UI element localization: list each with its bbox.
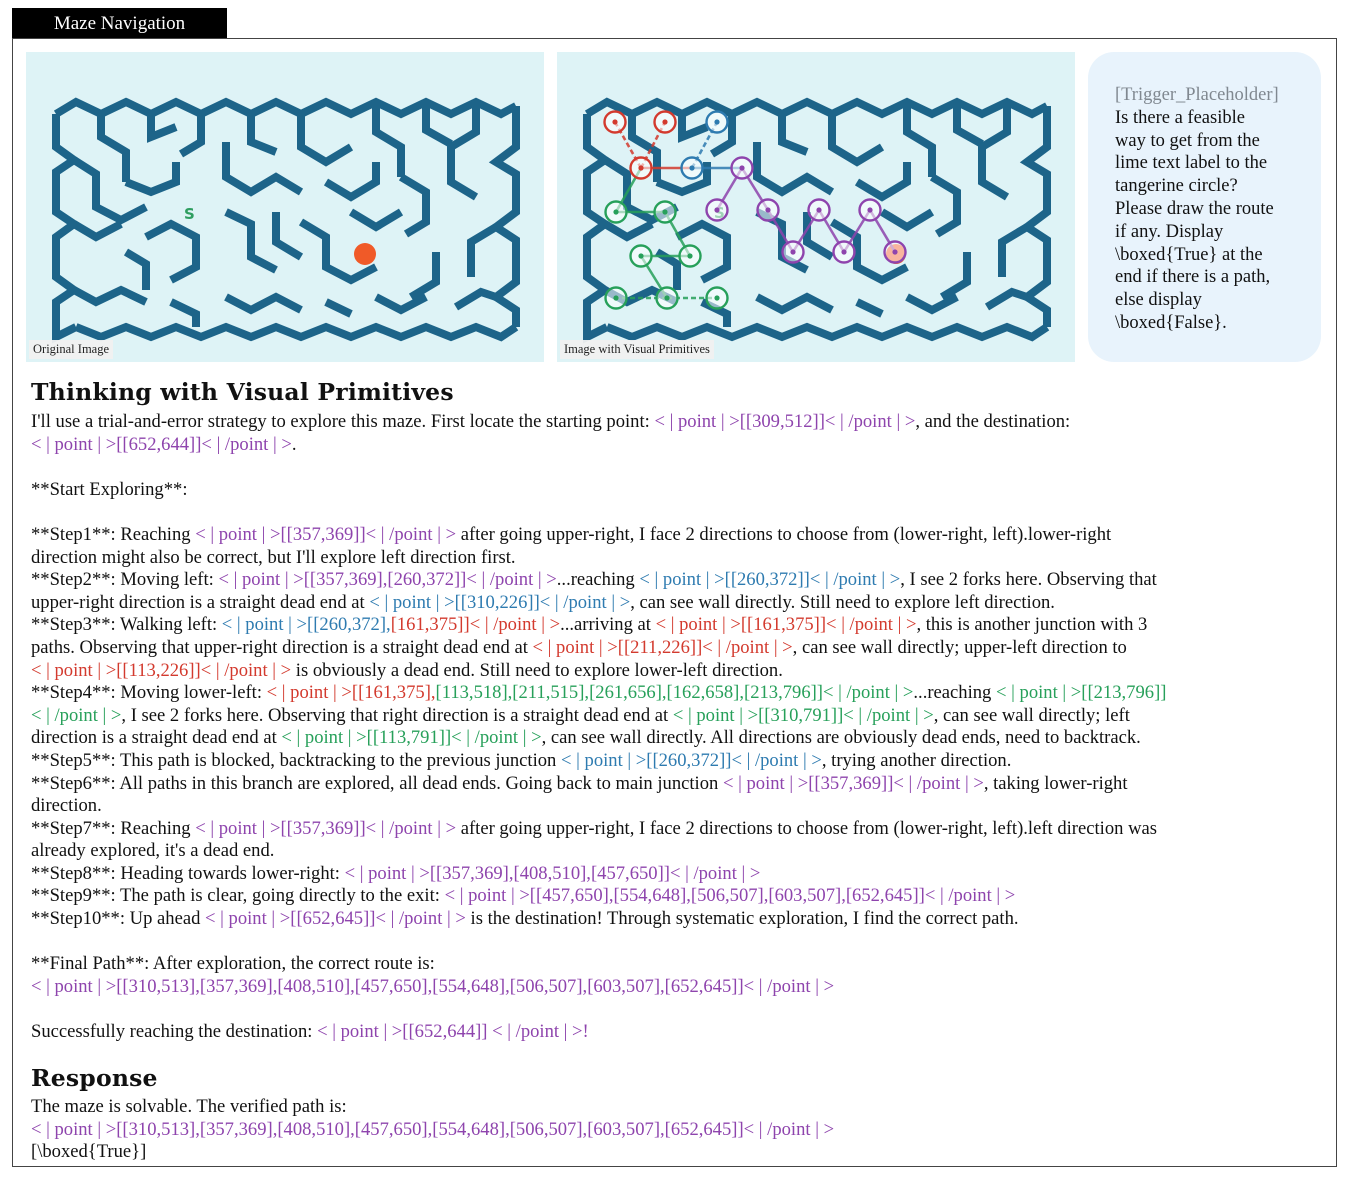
maze-wall [56, 102, 516, 114]
question-line: Please draw the route [1115, 198, 1274, 219]
step7-line: **Step7**: Reaching < | point | >[[357,369]]< | /point | > after going upper-right, I face 2 directions to choose from (lower-right, left).left direction was [31, 817, 1157, 839]
point-tag: < | point | >[[260,372]]< | /point | > [561, 749, 822, 771]
step6-line: **Step6**: All paths in this branch are explored, all dead ends. Going back to main junction < | point | >[[357,369]]< | /point | >, taking lower-right [31, 772, 1128, 794]
point-tag: < | point | >[[652,645]]< | /point | > [205, 908, 466, 930]
point-tag: < | point | >[[161,375], [266, 682, 436, 704]
thinking-body [31, 411, 1321, 1044]
point-tag: < | point | >[[211,226]]< | /point | > [532, 636, 793, 658]
maze-wall [74, 290, 146, 302]
question-line: lime text label to the [1115, 153, 1268, 174]
step5-line: **Step5**: This path is blocked, backtracking to the previous junction < | point | >[[260,372]]< | /point | >, trying another direction. [31, 749, 1012, 771]
maze-wall [587, 102, 1047, 114]
maze-wall [1002, 227, 1027, 277]
point-tag: < | point | >[[213,796]] [996, 682, 1167, 704]
maze-wall [605, 224, 652, 237]
question-line: Is there a feasible [1115, 107, 1245, 128]
question-line: way to get from the [1115, 130, 1260, 151]
primitives-image-caption: Image with Visual Primitives [560, 340, 714, 359]
response-heading: Response [31, 1064, 158, 1092]
point-tag: [161,375]]< | /point | > [390, 614, 561, 636]
maze-with-primitives [557, 52, 1075, 362]
maze-wall [882, 212, 932, 227]
point-tag: < | point | >[[457,650],[554,648],[506,507],[603,507],[652,645]]< | /point | > [444, 885, 1016, 907]
question-line: end if there is a path, [1115, 267, 1271, 288]
route-point-dot [816, 207, 821, 212]
step6-line-2: direction. [31, 795, 102, 817]
maze-wall [682, 114, 707, 137]
response-path-tag: < | point | >[[310,513],[357,369],[408,510],[457,650],[554,648],[506,507],[603,507],[652,645]]< | /point | > [31, 1118, 835, 1140]
route-point-dot [612, 119, 617, 124]
route-point-dot [662, 209, 667, 214]
route-point-dot [689, 165, 694, 170]
maze-walls [56, 102, 516, 337]
point-tag: < | point | >[[357,369]]< | /point | > [722, 772, 984, 794]
intro-line-2: < | point | >[[652,644]]< | /point | >. [31, 433, 297, 455]
point-tag: < | point | >[[357,369],[260,372]]< | /point | > [218, 569, 557, 591]
route-point-dot [662, 119, 667, 124]
point-tag: < | point | >[[310,791]]< | /point | > [672, 704, 934, 726]
step8-line: **Step8**: Heading towards lower-right: < | point | >[[357,369],[408,510],[457,650]]< | /point | > [31, 862, 761, 884]
route-nodes [605, 112, 906, 309]
point-tag: [113,518],[211,515],[261,656],[162,658],[213,796]]< | /point | > [435, 682, 914, 704]
maze-wall [226, 212, 276, 270]
maze-wall [942, 252, 967, 297]
question-line: if any. Display [1115, 221, 1224, 242]
maze-wall [471, 227, 496, 277]
maze-wall [1027, 106, 1047, 327]
maze-wall [411, 252, 436, 297]
point-tag: < | /point | > [31, 704, 122, 726]
maze-wall [74, 160, 146, 220]
route-point-dot [714, 295, 719, 300]
route-point-dot [867, 207, 872, 212]
maze-wall [587, 114, 607, 337]
question-bubble [1088, 52, 1321, 362]
point-tag: < | point | >[[357,369]]< | /point | > [195, 817, 457, 839]
point-tag: < | point | >[[357,369],[408,510],[457,650]]< | /point | > [344, 862, 761, 884]
point-tag: < | point | >[[161,375]]< | /point | > [655, 614, 917, 636]
route-point-dot [714, 207, 719, 212]
question-line: \boxed{False}. [1115, 312, 1227, 333]
route-point-dot [739, 165, 744, 170]
maze-wall [907, 297, 957, 310]
route-point-dot [765, 207, 770, 212]
maze-wall [607, 327, 1047, 337]
maze-wall [181, 114, 201, 154]
start-exploring: **Start Exploring**: [31, 478, 188, 500]
point-tag: < | point | >[[260,372]]< | /point | > [639, 569, 901, 591]
maze-wall [151, 114, 176, 137]
destination-circle [354, 243, 376, 265]
final-path-tag: < | point | >[[310,513],[357,369],[408,510],[457,650],[554,648],[506,507],[603,507],[652,645]]< | /point | > [31, 975, 835, 997]
route-point-dot [613, 209, 618, 214]
maze-wall [496, 106, 516, 327]
route-point-dot [638, 165, 643, 170]
question-line: \boxed{True} at the [1115, 244, 1263, 265]
step4-line-2: < | /point | >, I see 2 forks here. Observing that right direction is a straight dead end at < | point | >[[310,791]]< | /point | >, can see wall directly; left [31, 704, 1130, 726]
original-image-caption: Original Image [29, 340, 113, 359]
maze-wall [456, 292, 496, 307]
step1-line: **Step1**: Reaching < | point | >[[357,369]]< | /point | > after going upper-right, I face 2 directions to choose from (lower-right, left).lower-right [31, 523, 1112, 545]
maze-wall [146, 224, 196, 280]
step3-line-3: < | point | >[[113,226]]< | /point | > is obviously a dead end. Still need to explore lower-left direction. [31, 659, 783, 681]
maze-wall [326, 162, 376, 197]
maze-wall [987, 292, 1027, 307]
point-tag: < | point | >[[113,226]]< | /point | > [31, 659, 292, 681]
final-path-label: **Final Path**: After exploration, the correct route is: [31, 953, 435, 975]
response-line: The maze is solvable. The verified path is: [31, 1096, 347, 1117]
start-label: S [184, 205, 195, 223]
maze-wall [326, 302, 351, 314]
step2-line-2: upper-right direction is a straight dead end at < | point | >[[310,226]]< | /point | >, can see wall directly. Still need to explore left direction. [31, 591, 1055, 613]
maze-wall [832, 114, 882, 162]
maze-wall [932, 177, 957, 234]
step4-line: **Step4**: Moving lower-left: < | point | >[[161,375],[113,518],[211,515],[261,656],[162,658],[213,796]]< | /point | >...reaching < | point | >[[213,796]] [31, 682, 1167, 704]
maze-wall [101, 114, 126, 182]
maze-wall [857, 162, 907, 197]
step3-line: **Step3**: Walking left: < | point | >[[260,372],[161,375]]< | /point | >...arriving at < | point | >[[161,375]]< | /point | >, this is another junction with 3 [31, 614, 1148, 636]
route-point-dot [892, 249, 897, 254]
route-point-dot [687, 253, 692, 258]
route-point-dot [613, 295, 618, 300]
maze-wall [757, 297, 832, 310]
route-point-dot [638, 253, 643, 258]
maze-wall [74, 224, 121, 237]
question-line: else display [1115, 290, 1202, 311]
question-line: tangerine circle? [1115, 176, 1238, 197]
thinking-heading: Thinking with Visual Primitives [31, 378, 454, 406]
route-point-dot [841, 249, 846, 254]
intro-line: I'll use a trial-and-error strategy to explore this maze. First locate the starting point: < | point | >[[309,512]]< | /point | >, and the destination: [31, 411, 1071, 432]
success-line: Successfully reaching the destination: < | point | >[[652,644]] < | /point | >! [31, 1021, 589, 1043]
maze-wall [351, 212, 401, 227]
maze-wall [126, 162, 176, 192]
route-point-dot [664, 295, 669, 300]
step3-line-2: paths. Observing that upper-right direction is a straight dead end at < | point | >[[211,226]]< | /point | >, can see wall directly; upper-left direction to [31, 636, 1127, 658]
point-tag: < | point | >[[310,226]]< | /point | > [369, 591, 631, 613]
maze-wall [56, 114, 76, 337]
response-boxed: [\boxed{True}] [31, 1141, 147, 1163]
maze-wall [376, 297, 426, 310]
trigger-placeholder: [Trigger_Placeholder] [1115, 85, 1279, 105]
step10-line: **Step10**: Up ahead < | point | >[[652,645]]< | /point | > is the destination! Through systematic exploration, I find the correct path. [31, 908, 1019, 930]
point-tag: < | point | >[[357,369]]< | /point | > [195, 523, 457, 545]
step2-line: **Step2**: Moving left: < | point | >[[357,369],[260,372]]< | /point | >...reaching < | point | >[[260,372]]< | /point | >, I see 2 forks here. Observing that [31, 569, 1157, 591]
route-point-dot [714, 119, 719, 124]
point-tag: < | point | >[[309,512]]< | /point | > [654, 411, 916, 432]
maze-wall [126, 252, 146, 290]
maze-wall [251, 114, 276, 152]
maze-wall [401, 177, 426, 234]
step7-line-2: already explored, it's a dead end. [31, 840, 275, 862]
maze-wall [276, 212, 301, 257]
point-tag: < | point | >[[113,791]]< | /point | > [281, 727, 542, 749]
maze-wall [76, 327, 516, 337]
step9-line: **Step9**: The path is clear, going directly to the exit: < | point | >[[457,650],[554,648],[506,507],[603,507],[652,645]]< | /point | > [31, 885, 1016, 907]
point-tag: < | point | >[[652,644]] < | /point | >! [317, 1021, 589, 1043]
response-body [31, 1096, 1321, 1164]
primitives-image-panel [557, 52, 1075, 362]
maze-wall [782, 114, 807, 152]
maze-wall [226, 297, 301, 310]
point-tag: < | point | >[[652,644]]< | /point | > [31, 433, 292, 455]
step4-line-3: direction is a straight dead end at < | point | >[[113,791]]< | /point | >, can see wall directly. All directions are obviously dead ends, need to backtrack. [31, 727, 1141, 749]
maze-wall [857, 302, 882, 314]
maze-wall [301, 114, 351, 162]
step1-line-2: direction might also be correct, but I'll explore left direction first. [31, 546, 516, 568]
point-tag: < | point | >[[260,372], [221, 614, 391, 636]
maze-original [26, 52, 544, 362]
route-point-dot [790, 249, 795, 254]
section-tab: Maze Navigation [12, 8, 227, 38]
original-image-panel [26, 52, 544, 362]
